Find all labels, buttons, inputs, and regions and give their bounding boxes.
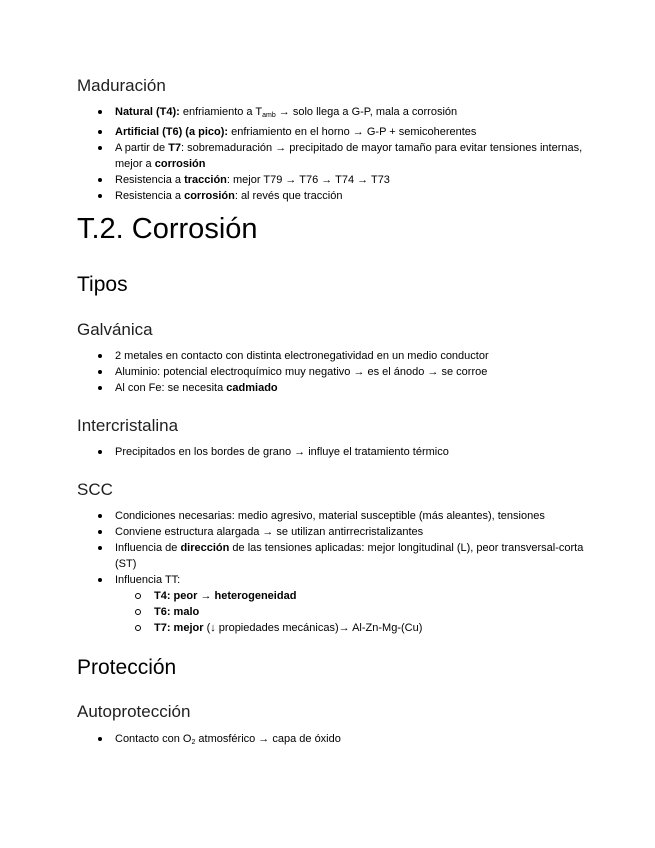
- list-item: Precipitados en los bordes de grano → influye el tratamiento térmico: [77, 444, 597, 460]
- heading-intercristalina: Intercristalina: [77, 416, 179, 435]
- list-item: Artificial (T6) (a pico): enfriamiento en el horno → G-P + semicoherentes: [77, 124, 597, 140]
- heading-autoproteccion: Autoprotección: [77, 702, 191, 721]
- list-item: A partir de T7: sobremaduración → precipitado de mayor tamaño para evitar tensiones internas, mejor a corrosión: [77, 140, 597, 172]
- list-autoproteccion: [77, 731, 597, 751]
- sub-list-item: T7: mejor (↓ propiedades mecánicas)→ Al-Zn-Mg-(Cu): [77, 620, 597, 636]
- list-item: Resistencia a tracción: mejor T79 → T76 → T74 → T73: [77, 172, 597, 188]
- list-item: Al con Fe: se necesita cadmiado: [77, 380, 597, 396]
- list-scc: [77, 508, 597, 636]
- list-item: Influencia TT:: [77, 572, 597, 588]
- sub-list-item: T6: malo: [77, 604, 597, 620]
- heading-tipos: Tipos: [77, 273, 128, 296]
- heading-galvanica: Galvánica: [77, 320, 153, 339]
- list-maduracion: [77, 104, 597, 204]
- list-intercristalina: [77, 444, 597, 460]
- sub-list-item: T4: peor → heterogeneidad: [77, 588, 597, 604]
- heading-scc: SCC: [77, 480, 113, 499]
- heading-maduracion: Maduración: [77, 76, 166, 95]
- list-item: 2 metales en contacto con distinta electronegatividad en un medio conductor: [77, 348, 597, 364]
- list-item: Contacto con $O_2$ atmosférico → capa de óxido: [77, 731, 597, 751]
- list-galvanica: [77, 348, 597, 396]
- list-item: Aluminio: potencial electroquímico muy negativo → es el ánodo → se corroe: [77, 364, 597, 380]
- list-item: Influencia de dirección de las tensiones aplicadas: mejor longitudinal (L), peor transversal-corta (ST): [77, 540, 597, 572]
- heading-t2-corrosion: T.2. Corrosión: [77, 213, 258, 245]
- heading-proteccion: Protección: [77, 656, 177, 679]
- list-item: Conviene estructura alargada → se utilizan antirrecristalizantes: [77, 524, 597, 540]
- list-item: Resistencia a corrosión: al revés que tracción: [77, 188, 597, 204]
- list-item: Condiciones necesarias: medio agresivo, material susceptible (más aleantes), tensiones: [77, 508, 597, 524]
- list-item: Natural (T4): enfriamiento a $T_{amb}$ → solo llega a G-P, mala a corrosión: [77, 104, 597, 124]
